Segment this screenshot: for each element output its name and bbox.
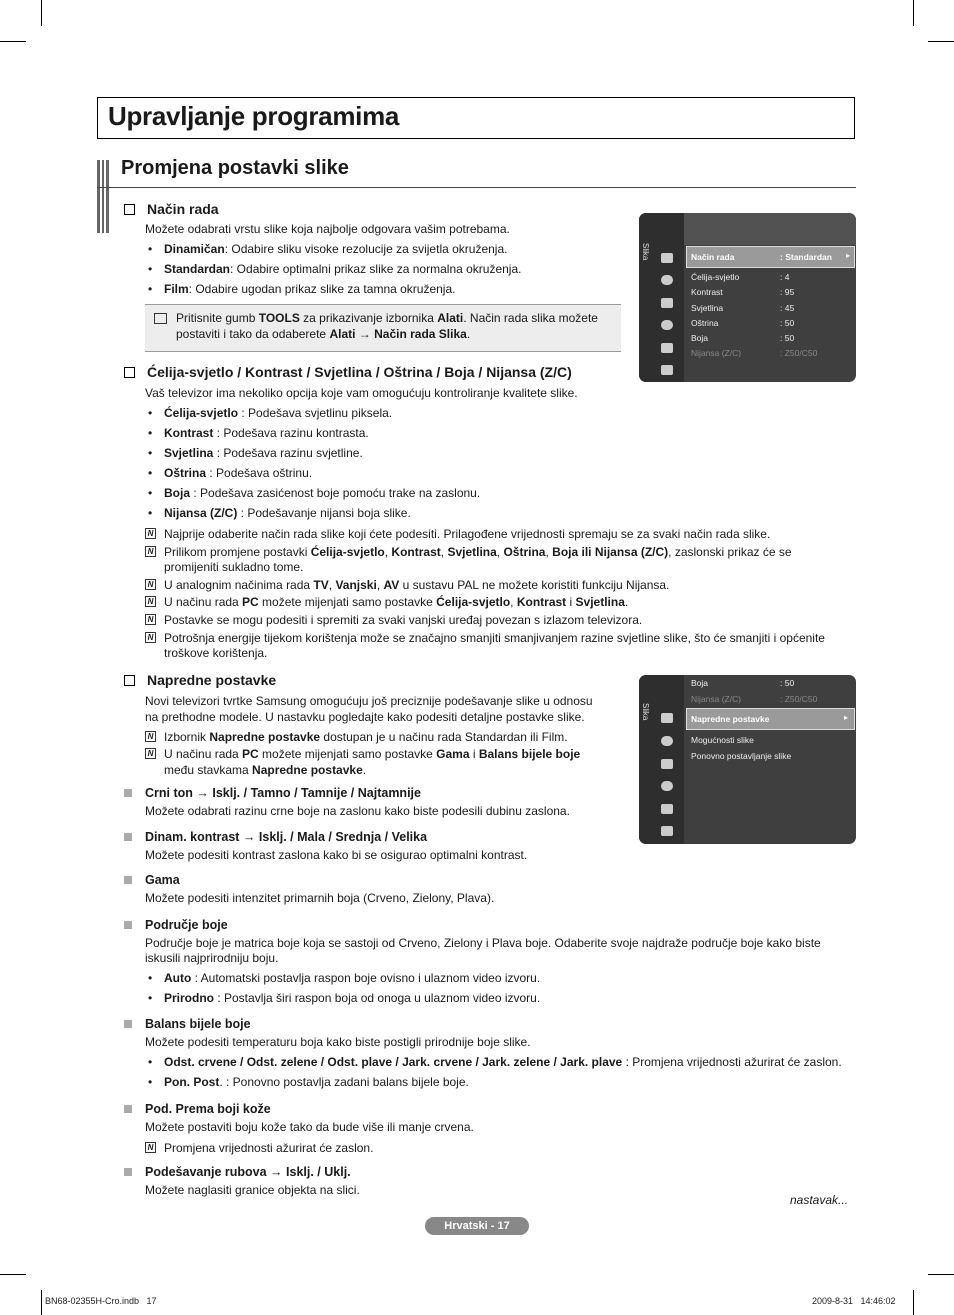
square-bullet-icon [124, 876, 132, 884]
input-icon [661, 343, 673, 353]
tools-note-box [145, 304, 621, 352]
paragraph: na prethodne modele. U nastavku pogledajte kako podesiti detaljne postavke slike. [145, 710, 585, 724]
list-item: • Kontrast : Podešava razinu kontrasta. [164, 425, 369, 441]
sound-icon [661, 736, 673, 746]
heading-nacin-rada: Način rada [124, 201, 219, 217]
crop-mark [41, 1290, 42, 1315]
square-bullet-icon [124, 789, 132, 797]
heading-celija: Ćelija-svjetlo / Kontrast / Svjetlina / Oštrina / Boja / Nijansa (Z/C) [124, 364, 572, 380]
tools-note-line-1: Pritisnite gumb TOOLS za prikazivanje izbornika Alati. Način rada slika možete [176, 311, 598, 325]
arrow-right-icon: ▸ [845, 251, 850, 260]
square-bullet-icon [124, 833, 132, 841]
square-bullet-icon [124, 921, 132, 929]
heading-napredne-postavke: Napredne postavke [124, 672, 276, 688]
note-continued: među stavkama Napredne postavke. [164, 763, 367, 777]
note-icon: N [145, 731, 156, 742]
note-icon: N [145, 748, 156, 759]
page-title: Upravljanje programima [108, 101, 400, 131]
list-item: • Prirodno : Postavlja širi raspon boja od onoga u ulaznom video izvoru. [164, 990, 540, 1006]
list-item: • Auto : Automatski postavlja raspon boje ovisno i ulaznom video izvoru. [164, 970, 540, 986]
continue-label: nastavak... [790, 1193, 849, 1207]
channel-icon [661, 759, 673, 769]
list-item: • Odst. crvene / Odst. zelene / Odst. plave / Jark. crvene / Jark. zelene / Jark. plave : Promjena vrijednosti ažurirat će zaslon. [164, 1054, 842, 1070]
tools-icon [154, 313, 167, 324]
list-item: • Film: Odabire ugodan prikaz slike za tamna okruženja. [164, 281, 455, 297]
note-icon: N [145, 632, 156, 643]
paragraph: Možete postaviti boju kože tako da bude više ili manje crvena. [145, 1120, 474, 1134]
subheading: Podešavanje rubova → Isklj. / Uklj. [145, 1165, 351, 1179]
crop-mark [0, 41, 26, 42]
list-item: • Nijansa (Z/C) : Podešavanje nijansi boja slike. [164, 505, 411, 521]
note-icon: N [145, 528, 156, 539]
osd-selected-row[interactable]: Napredne postavke ▸ [686, 708, 855, 730]
paragraph: Možete naglasiti granice objekta na slici. [145, 1183, 360, 1197]
note-icon: N [145, 614, 156, 625]
list-item: • Pon. Post. : Ponovno postavlja zadani balans bijele boje. [164, 1074, 469, 1090]
paragraph: Područje boje je matrica boje koja se sastoji od Crveno, Zielony i Plava boje. Odaberite svoje najdraže područje boje kako biste [145, 936, 821, 950]
paragraph: Možete odabrati razinu crne boje na zaslonu kako biste podesili dubinu zaslona. [145, 804, 570, 818]
setup-icon [661, 781, 673, 791]
section-title: Promjena postavki slike [121, 157, 349, 179]
list-item: • Svjetlina : Podešava razinu svjetline. [164, 445, 363, 461]
note: U analognim načinima rada TV, Vanjski, AV u sustavu PAL ne možete koristiti funkciju Nijansa. [164, 578, 670, 592]
list-item: • Ćelija-svjetlo : Podešava svjetlinu piksela. [164, 405, 392, 421]
crop-mark [928, 41, 954, 42]
crop-mark [0, 1274, 26, 1275]
crop-mark [913, 1290, 914, 1315]
note: Prilikom promjene postavki Ćelija-svjetlo, Kontrast, Svjetlina, Oštrina, Boja ili Nijansa (Z/C), zaslonski prikaz će se [164, 545, 792, 559]
note: Promjena vrijednosti ažurirat će zaslon. [164, 1141, 374, 1155]
list-item: • Oštrina : Podešava oštrinu. [164, 465, 312, 481]
note-icon: N [145, 596, 156, 607]
osd-selected-row[interactable]: Način rada : Standardan ▸ [686, 246, 855, 268]
paragraph: Možete podesiti intenzitet primarnih boja (Crveno, Zielony, Plava). [145, 891, 495, 905]
note: Najprije odaberite način rada slike koji ćete podesiti. Prilagođene vrijednosti spremaju se za svaki način rada slike. [164, 527, 771, 541]
note-icon: N [145, 546, 156, 557]
osd-label: Slika [641, 703, 650, 721]
page-number: Hrvatski - 17 [425, 1217, 529, 1235]
crop-mark [41, 0, 42, 26]
note-icon: N [145, 1142, 156, 1153]
osd-label: Slika [641, 243, 650, 261]
note: Postavke se mogu podesiti i spremiti za svaki vanjski uređaj povezan s izlazom televizora. [164, 613, 643, 627]
square-bullet-icon [124, 1168, 132, 1176]
subheading: Gama [145, 873, 180, 887]
arrow-right-icon: ▸ [843, 713, 848, 722]
crop-mark [913, 0, 914, 26]
square-bullet-icon [124, 1020, 132, 1028]
application-icon [661, 826, 673, 836]
paragraph: Možete podesiti temperaturu boja kako biste postigli prirodnije boje slike. [145, 1035, 531, 1049]
list-item: • Boja : Podešava zasićenost boje pomoću trake na zaslonu. [164, 485, 480, 501]
note-continued: troškove korištenja. [164, 646, 268, 660]
paragraph: Novi televizori tvrtke Samsung omogućuju još preciznije podešavanje slike u odnosu [145, 694, 593, 708]
list-item: • Standardan: Odabire optimalni prikaz slike za normalna okruženja. [164, 261, 521, 277]
list-item: • Dinamičan: Odabire sliku visoke rezolucije za svijetla okruženja. [164, 241, 507, 257]
osd-advanced-menu: Slika Boja : 50 Nijansa (Z/C) : Z50/C50 Napredne postavke ▸ Mogućnosti slike Ponovno postavljanje slike [639, 675, 856, 844]
picture-icon [661, 253, 673, 263]
note-icon: N [145, 579, 156, 590]
paragraph: Možete odabrati vrstu slike koja najbolje odgovara vašim potrebama. [145, 222, 510, 236]
subheading: Dinam. kontrast → Isklj. / Mala / Srednja / Velika [145, 830, 428, 844]
channel-icon [661, 298, 673, 308]
note: U načinu rada PC možete mijenjati samo postavke Ćelija-svjetlo, Kontrast i Svjetlina. [164, 595, 629, 609]
page-title-box [97, 97, 855, 139]
note-continued: promijeniti sukladno tome. [164, 560, 304, 574]
paragraph: iskusili najprirodniju boju. [145, 951, 279, 965]
subheading: Crni ton → Isklj. / Tamno / Tamnije / Najtamnije [145, 786, 421, 800]
picture-icon [661, 713, 673, 723]
paragraph: Vaš televizor ima nekoliko opcija koje vam omogućuju kontroliranje kvalitete slike. [145, 386, 578, 400]
file-info: BN68-02355H-Cro.indb 17 [45, 1296, 157, 1306]
section-rule [97, 187, 856, 188]
tools-note-line-2: postaviti i tako da odaberete Alati → Način rada Slika. [176, 327, 471, 341]
application-icon [661, 365, 673, 375]
square-bullet-icon [124, 1105, 132, 1113]
subheading: Balans bijele boje [145, 1017, 251, 1031]
subheading: Pod. Prema boji kože [145, 1102, 271, 1116]
setup-icon [661, 320, 673, 330]
note: U načinu rada PC možete mijenjati samo postavke Gama i Balans bijele boje [164, 747, 581, 761]
note: Potrošnja energije tijekom korištenja može se značajno smanjiti smanjivanjem razine svjetline slike, što će smanjiti i općenite [164, 631, 825, 645]
print-date: 2009-8-31 14:46:02 [812, 1296, 896, 1306]
paragraph: Možete podesiti kontrast zaslona kako bi se osigurao optimalni kontrast. [145, 848, 528, 862]
osd-picture-menu: Slika Način rada : Standardan ▸ Ćelija-svjetlo : 4 Kontrast : 95 Svjetlina : 45 Oštrina : 50 Boja : 50 Nijansa (Z/C) : Z50/C50 [639, 213, 856, 382]
note: Izbornik Napredne postavke dostupan je u načinu rada Standardan ili Film. [164, 730, 568, 744]
crop-mark [928, 1274, 954, 1275]
sound-icon [661, 275, 673, 285]
subheading: Područje boje [145, 918, 228, 932]
input-icon [661, 804, 673, 814]
